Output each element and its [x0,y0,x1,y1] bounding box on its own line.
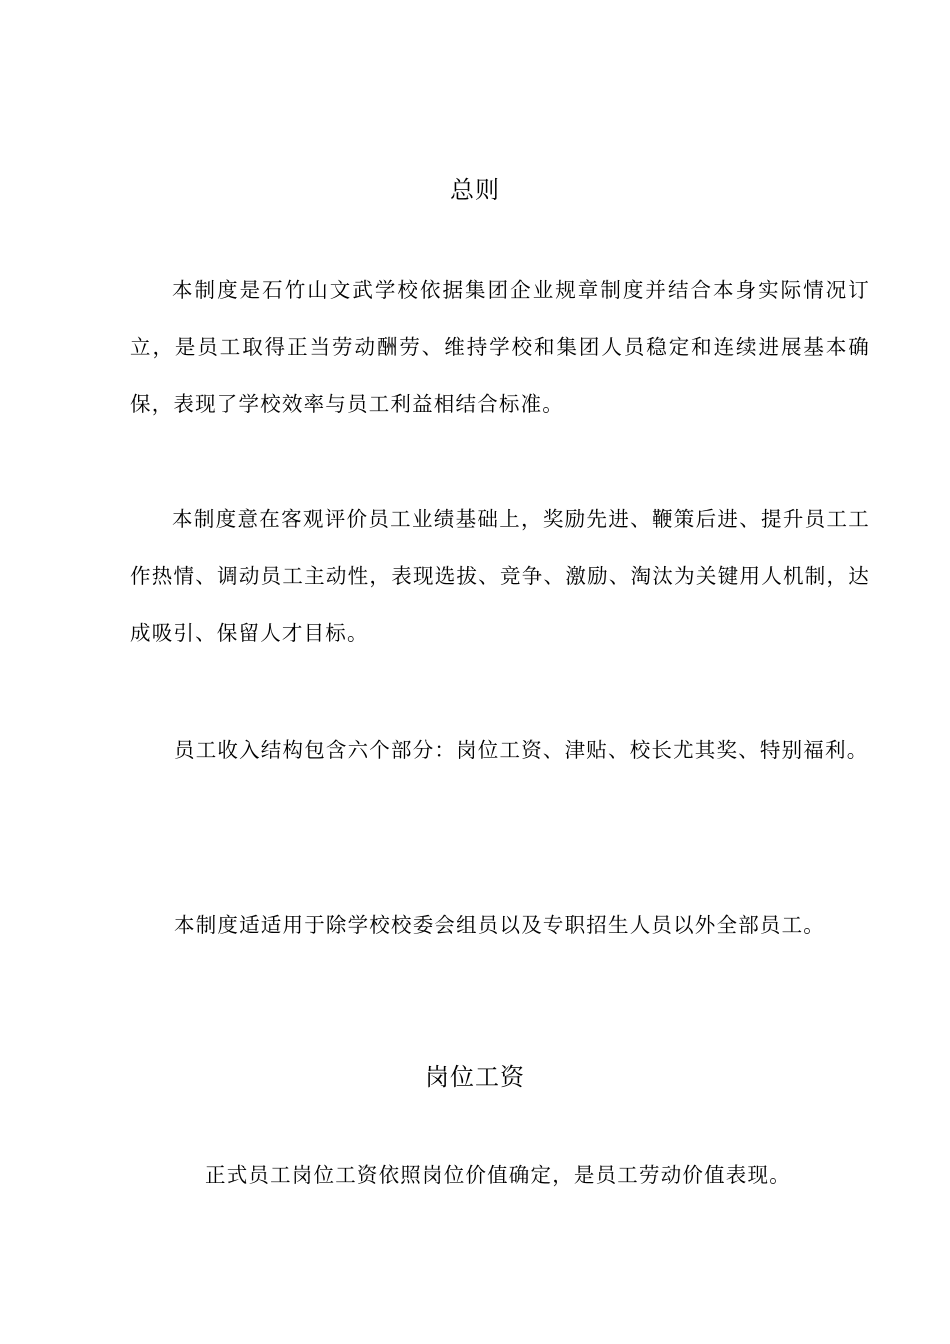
paragraph-position-salary: 正式员工岗位工资依照岗位价值确定，是员工劳动价值表现。 [205,1163,791,1187]
section-title-general: 总则 [450,176,500,204]
paragraph-purpose: 本制度是石竹山文武学校依据集团企业规章制度并结合本身实际情况订立，是员工取得正当劳动酬劳、维持学校和集团人员稳定和连续进展基本确保，表现了学校效率与员工利益相结合标准。 [130,278,870,416]
paragraph-scope: 本制度适适用于除学校校委会组员以及专职招生人员以外全部员工。 [174,913,825,937]
paragraph-objective: 本制度意在客观评价员工业绩基础上，奖励先进、鞭策后进、提升员工工作热情、调动员工主动性，表现选拔、竞争、激励、淘汰为关键用人机制，达成吸引、保留人才目标。 [130,507,870,645]
section-title-position-salary: 岗位工资 [425,1063,525,1091]
paragraph-income-structure: 员工收入结构包含六个部分：岗位工资、津贴、校长尤其奖、特别福利。 [174,738,869,762]
